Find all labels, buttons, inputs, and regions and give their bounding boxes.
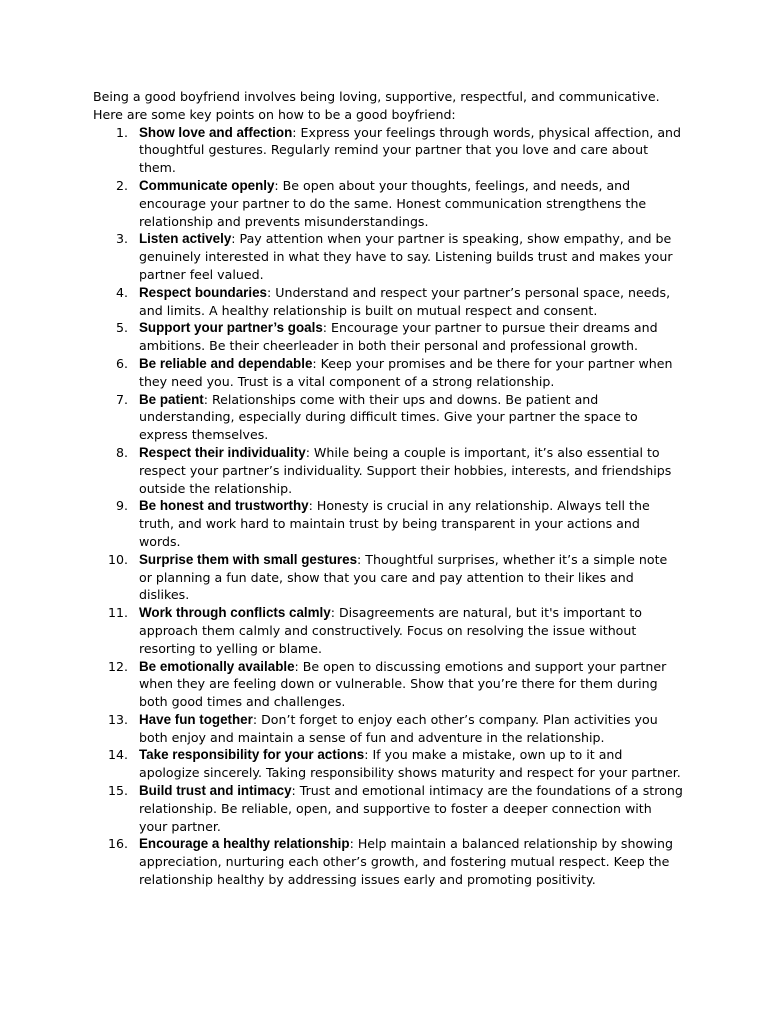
item-number: 5.: [115, 320, 128, 336]
item-number: 9.: [115, 498, 128, 514]
intro: [93, 88, 683, 124]
list-item: [93, 319, 683, 355]
item-term: Show love and affection: [139, 124, 293, 140]
item-text: : Thoughtful surprises, whether it’s a simple note or planning a fun date, show that you care and pay attention to their likes and dislikes.: [139, 551, 668, 603]
key-points-list: [93, 124, 683, 889]
item-number: 6.: [115, 355, 128, 371]
item-term: Encourage a healthy relationship: [139, 836, 350, 852]
item-text: : Understand and respect your partner’s personal space, needs, and limits. A healthy relationship is built on mutual respect and consent.: [139, 284, 671, 318]
item-text: : Keep your promises and be there for your partner when they need you. Trust is a vital component of a strong relationship.: [139, 355, 673, 389]
item-term: Be honest and trustworthy: [139, 498, 309, 514]
item-text: : Be open about your thoughts, feelings, and needs, and encourage your partner to do the same. Honest communication strengthens the relationship and prevents misunderstandings.: [139, 177, 647, 229]
list-item: [93, 551, 683, 604]
item-term: Be patient: [139, 391, 204, 407]
list-item: [93, 391, 683, 444]
item-term: Work through conflicts calmly: [139, 605, 331, 621]
item-term: Have fun together: [139, 711, 253, 727]
item-number: 13.: [107, 711, 128, 727]
list-item: [93, 746, 683, 782]
item-number: 2.: [115, 177, 128, 193]
item-number: 16.: [107, 836, 128, 852]
item-term: Listen actively: [139, 231, 232, 247]
item-text: : Pay attention when your partner is speaking, show empathy, and be genuinely interested in what they have to say. Listening builds trust and makes your partner feel valued.: [139, 231, 673, 282]
intro-line: Here are some key points on how to be a good boyfriend:: [93, 106, 456, 122]
item-number: 4.: [115, 284, 128, 300]
intro-line: Being a good boyfriend involves being loving, supportive, respectful, and communicative.: [93, 89, 660, 104]
item-text: : Be open to discussing emotions and support your partner when they are feeling down or vulnerable. Show that you’re there for them during both good times and challenges.: [139, 658, 667, 710]
item-text: : Express your feelings through words, physical affection, and thoughtful gestures. Regularly remind your partner that you love and care about them.: [139, 124, 682, 176]
item-number: 1.: [115, 124, 128, 140]
item-number: 7.: [115, 391, 128, 407]
item-number: 3.: [115, 231, 128, 247]
list-item: [93, 444, 683, 497]
list-item: [93, 658, 683, 711]
list-item: [93, 497, 683, 550]
item-term: Surprise them with small gestures: [139, 551, 358, 567]
list-item: [93, 711, 683, 747]
item-text: : Don’t forget to enjoy each other’s company. Plan activities you both enjoy and maintain a sense of fun and adventure in the relationship.: [139, 711, 658, 745]
item-term: Communicate openly: [139, 177, 275, 193]
item-text: : Encourage your partner to pursue their dreams and ambitions. Be their cheerleader in both their personal and professional growth.: [139, 320, 658, 354]
item-number: 10.: [107, 551, 128, 567]
item-text: : Disagreements are natural, but it's important to approach them calmly and constructively. Focus on resolving the issue without resorting to yelling or blame.: [139, 605, 642, 656]
item-text: : If you make a mistake, own up to it and apologize sincerely. Taking responsibility shows maturity and respect for your partner.: [139, 747, 681, 781]
item-term: Respect boundaries: [139, 284, 267, 300]
item-number: 15.: [107, 783, 128, 799]
list-item: [93, 177, 683, 230]
document-page: [93, 88, 683, 889]
list-item: [93, 835, 683, 888]
list-item: [93, 782, 683, 835]
item-number: 12.: [107, 658, 128, 674]
item-number: 8.: [115, 444, 128, 460]
list-item: [93, 604, 683, 657]
item-text: : Help maintain a balanced relationship by showing appreciation, nurturing each other’s growth, and fostering mutual respect. Keep the relationship healthy by addressing issues early and promoting positivity.: [139, 836, 673, 888]
item-term: Support your partner’s goals: [139, 320, 323, 336]
item-text: : Relationships come with their ups and downs. Be patient and understanding, especially during difficult times. Give your partner the space to express themselves.: [139, 391, 638, 443]
list-item: [93, 230, 683, 283]
item-term: Be emotionally available: [139, 658, 295, 674]
item-number: 14.: [107, 747, 128, 763]
item-text: : Honesty is crucial in any relationship. Always tell the truth, and work hard to maintain trust by being transparent in your actions and words.: [139, 498, 650, 549]
item-term: Build trust and intimacy: [139, 783, 292, 799]
list-item: [93, 284, 683, 320]
item-text: : While being a couple is important, it’s also essential to respect your partner’s individuality. Support their hobbies, interests, and friendships outside the relationship.: [139, 444, 672, 496]
item-term: Take responsibility for your actions: [139, 747, 365, 763]
list-item: [93, 355, 683, 391]
item-term: Respect their individuality: [139, 444, 306, 460]
item-text: : Trust and emotional intimacy are the foundations of a strong relationship. Be reliable, open, and supportive to foster a deeper connection with your partner.: [139, 783, 683, 834]
list-item: [93, 124, 683, 177]
item-number: 11.: [107, 605, 128, 621]
item-term: Be reliable and dependable: [139, 355, 313, 371]
